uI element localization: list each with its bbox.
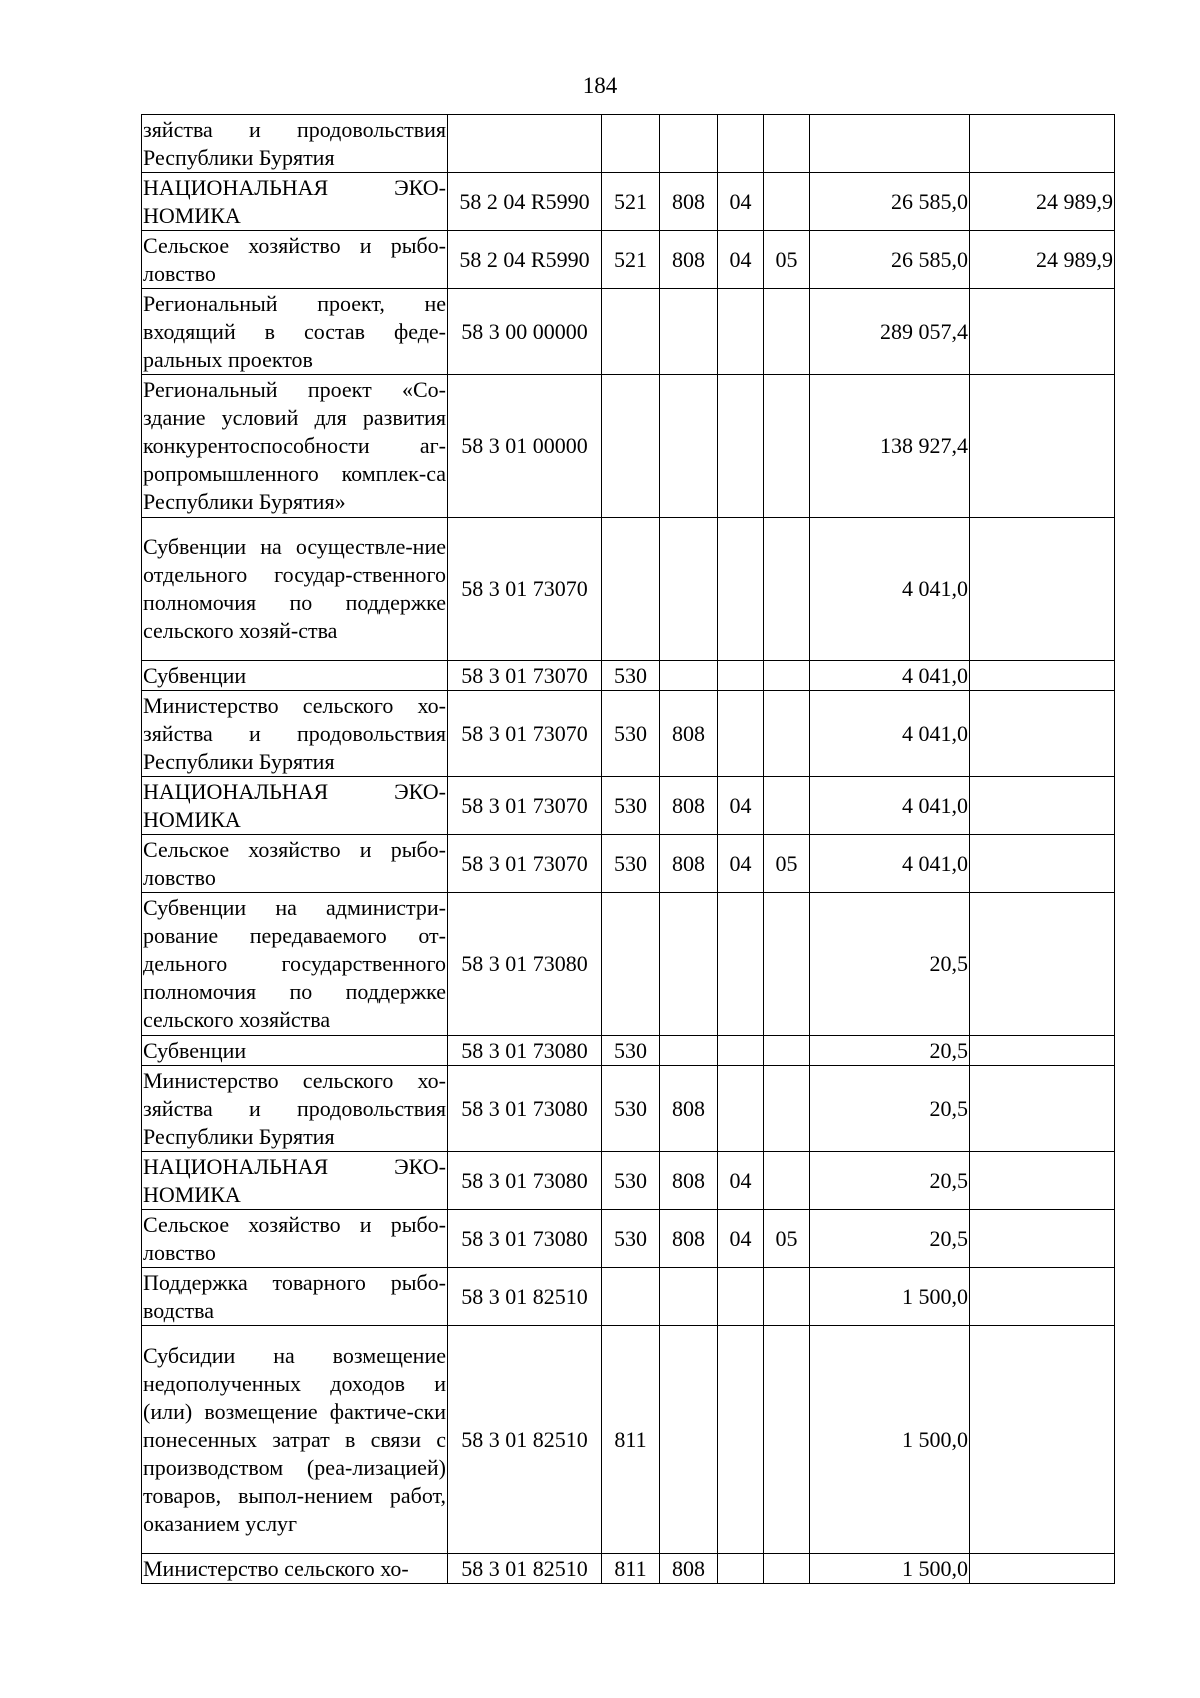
cell-sum-year-1: 289 057,4 bbox=[810, 289, 970, 375]
cell-subsection bbox=[764, 691, 810, 777]
cell-ministry-code bbox=[660, 289, 718, 375]
cell-name: зяйства и продовольствия Республики Бурятия bbox=[142, 115, 448, 173]
cell-expense-type: 530 bbox=[602, 1152, 660, 1210]
budget-table bbox=[141, 114, 1115, 1584]
page-number: 184 bbox=[582, 73, 618, 98]
cell-sum-year-1: 20,5 bbox=[810, 1066, 970, 1152]
cell-sum-year-2 bbox=[970, 1554, 1115, 1584]
cell-expense-type: 530 bbox=[602, 661, 660, 691]
cell-sum-year-2 bbox=[970, 1210, 1115, 1268]
cell-ministry-code: 808 bbox=[660, 1152, 718, 1210]
cell-ministry-code: 808 bbox=[660, 777, 718, 835]
cell-name: Министерство сельского хо-зяйства и продовольствия Республики Бурятия bbox=[142, 691, 448, 777]
cell-section bbox=[718, 691, 764, 777]
cell-target-code: 58 3 01 73070 bbox=[448, 518, 602, 661]
cell-subsection bbox=[764, 173, 810, 231]
table-row bbox=[142, 1152, 1115, 1210]
cell-target-code: 58 2 04 R5990 bbox=[448, 173, 602, 231]
cell-subsection bbox=[764, 1152, 810, 1210]
cell-sum-year-1: 26 585,0 bbox=[810, 231, 970, 289]
table-row bbox=[142, 1554, 1115, 1584]
cell-expense-type bbox=[602, 115, 660, 173]
table-row bbox=[142, 893, 1115, 1036]
cell-ministry-code: 808 bbox=[660, 1554, 718, 1584]
cell-ministry-code: 808 bbox=[660, 173, 718, 231]
cell-expense-type bbox=[602, 375, 660, 518]
cell-target-code: 58 3 01 73080 bbox=[448, 893, 602, 1036]
cell-expense-type: 521 bbox=[602, 231, 660, 289]
cell-section: 04 bbox=[718, 1210, 764, 1268]
cell-sum-year-2 bbox=[970, 289, 1115, 375]
cell-target-code: 58 3 01 73070 bbox=[448, 691, 602, 777]
cell-target-code: 58 3 01 73070 bbox=[448, 835, 602, 893]
cell-subsection bbox=[764, 1326, 810, 1554]
cell-name: Субвенции на осуществле-ние отдельного государ-ственного полномочия по поддержке сельского хозяй-ства bbox=[142, 518, 448, 661]
table-row bbox=[142, 777, 1115, 835]
cell-sum-year-1: 4 041,0 bbox=[810, 518, 970, 661]
cell-subsection bbox=[764, 1066, 810, 1152]
cell-section bbox=[718, 289, 764, 375]
table-row bbox=[142, 518, 1115, 661]
cell-name: Поддержка товарного рыбо-водства bbox=[142, 1268, 448, 1326]
cell-name: НАЦИОНАЛЬНАЯ ЭКО-НОМИКА bbox=[142, 1152, 448, 1210]
cell-sum-year-1: 1 500,0 bbox=[810, 1326, 970, 1554]
cell-sum-year-2 bbox=[970, 893, 1115, 1036]
cell-sum-year-2 bbox=[970, 518, 1115, 661]
cell-expense-type bbox=[602, 1268, 660, 1326]
cell-section bbox=[718, 1036, 764, 1066]
table-row bbox=[142, 1036, 1115, 1066]
cell-subsection bbox=[764, 115, 810, 173]
cell-expense-type: 530 bbox=[602, 1066, 660, 1152]
cell-subsection bbox=[764, 661, 810, 691]
cell-sum-year-2 bbox=[970, 1152, 1115, 1210]
cell-expense-type: 530 bbox=[602, 1036, 660, 1066]
cell-target-code: 58 3 01 73080 bbox=[448, 1210, 602, 1268]
cell-ministry-code bbox=[660, 375, 718, 518]
cell-expense-type: 521 bbox=[602, 173, 660, 231]
cell-section: 04 bbox=[718, 231, 764, 289]
cell-section bbox=[718, 518, 764, 661]
cell-sum-year-1: 4 041,0 bbox=[810, 691, 970, 777]
cell-expense-type bbox=[602, 893, 660, 1036]
cell-target-code: 58 3 01 00000 bbox=[448, 375, 602, 518]
cell-sum-year-1: 26 585,0 bbox=[810, 173, 970, 231]
cell-sum-year-1: 20,5 bbox=[810, 1210, 970, 1268]
cell-section bbox=[718, 1554, 764, 1584]
cell-sum-year-1: 1 500,0 bbox=[810, 1268, 970, 1326]
cell-target-code bbox=[448, 115, 602, 173]
cell-target-code: 58 3 01 82510 bbox=[448, 1554, 602, 1584]
cell-name: Сельское хозяйство и рыбо-ловство bbox=[142, 835, 448, 893]
cell-target-code: 58 3 01 73080 bbox=[448, 1066, 602, 1152]
cell-ministry-code bbox=[660, 1268, 718, 1326]
cell-ministry-code: 808 bbox=[660, 231, 718, 289]
cell-sum-year-1: 4 041,0 bbox=[810, 661, 970, 691]
cell-ministry-code bbox=[660, 518, 718, 661]
cell-sum-year-1: 138 927,4 bbox=[810, 375, 970, 518]
cell-name: Министерство сельского хо-зяйства и продовольствия Республики Бурятия bbox=[142, 1066, 448, 1152]
table-row bbox=[142, 115, 1115, 173]
budget-table-body bbox=[142, 115, 1115, 1584]
cell-sum-year-2 bbox=[970, 777, 1115, 835]
cell-name: Региональный проект «Со-здание условий для развития конкурентоспособности аг-ропромышленного комплек-са Республики Бурятия» bbox=[142, 375, 448, 518]
cell-section bbox=[718, 115, 764, 173]
cell-target-code: 58 3 01 73080 bbox=[448, 1036, 602, 1066]
cell-ministry-code bbox=[660, 661, 718, 691]
cell-subsection: 05 bbox=[764, 231, 810, 289]
cell-section bbox=[718, 1066, 764, 1152]
cell-sum-year-2 bbox=[970, 691, 1115, 777]
cell-subsection bbox=[764, 289, 810, 375]
cell-expense-type: 530 bbox=[602, 691, 660, 777]
cell-target-code: 58 3 01 73070 bbox=[448, 661, 602, 691]
cell-sum-year-1: 1 500,0 bbox=[810, 1554, 970, 1584]
table-row bbox=[142, 1268, 1115, 1326]
cell-ministry-code bbox=[660, 1326, 718, 1554]
cell-subsection: 05 bbox=[764, 835, 810, 893]
table-row bbox=[142, 1066, 1115, 1152]
cell-subsection bbox=[764, 893, 810, 1036]
cell-section: 04 bbox=[718, 835, 764, 893]
cell-target-code: 58 2 04 R5990 bbox=[448, 231, 602, 289]
cell-subsection bbox=[764, 777, 810, 835]
cell-section bbox=[718, 1268, 764, 1326]
cell-target-code: 58 3 01 82510 bbox=[448, 1268, 602, 1326]
cell-name: Субсидии на возмещение недополученных доходов и (или) возмещение фактиче-ски понесенных затрат в связи с производством (реа-лизацией) товаров, выпол-нением работ, оказанием услуг bbox=[142, 1326, 448, 1554]
cell-expense-type bbox=[602, 289, 660, 375]
table-row bbox=[142, 375, 1115, 518]
cell-target-code: 58 3 01 73070 bbox=[448, 777, 602, 835]
cell-sum-year-2: 24 989,9 bbox=[970, 173, 1115, 231]
cell-sum-year-2 bbox=[970, 115, 1115, 173]
cell-sum-year-1: 20,5 bbox=[810, 1152, 970, 1210]
cell-sum-year-2 bbox=[970, 375, 1115, 518]
cell-sum-year-2 bbox=[970, 661, 1115, 691]
cell-ministry-code: 808 bbox=[660, 691, 718, 777]
cell-expense-type: 530 bbox=[602, 777, 660, 835]
cell-name: Субвенции bbox=[142, 661, 448, 691]
cell-subsection bbox=[764, 518, 810, 661]
table-row bbox=[142, 289, 1115, 375]
cell-ministry-code: 808 bbox=[660, 835, 718, 893]
table-row bbox=[142, 661, 1115, 691]
table-row bbox=[142, 1326, 1115, 1554]
cell-target-code: 58 3 01 82510 bbox=[448, 1326, 602, 1554]
cell-sum-year-2 bbox=[970, 835, 1115, 893]
cell-expense-type: 530 bbox=[602, 835, 660, 893]
cell-ministry-code: 808 bbox=[660, 1210, 718, 1268]
cell-name: Региональный проект, не входящий в состав феде-ральных проектов bbox=[142, 289, 448, 375]
cell-sum-year-1: 4 041,0 bbox=[810, 777, 970, 835]
cell-expense-type bbox=[602, 518, 660, 661]
cell-name: Субвенции на администри-рование передаваемого от-дельного государственного полномочия по поддержке сельского хозяйства bbox=[142, 893, 448, 1036]
cell-sum-year-2 bbox=[970, 1268, 1115, 1326]
cell-expense-type: 811 bbox=[602, 1326, 660, 1554]
cell-section bbox=[718, 1326, 764, 1554]
cell-sum-year-2 bbox=[970, 1326, 1115, 1554]
cell-subsection bbox=[764, 1036, 810, 1066]
cell-name: Министерство сельского хо- bbox=[142, 1554, 448, 1584]
cell-name: НАЦИОНАЛЬНАЯ ЭКО-НОМИКА bbox=[142, 777, 448, 835]
cell-expense-type: 530 bbox=[602, 1210, 660, 1268]
cell-subsection bbox=[764, 1554, 810, 1584]
cell-ministry-code bbox=[660, 1036, 718, 1066]
cell-name: НАЦИОНАЛЬНАЯ ЭКО-НОМИКА bbox=[142, 173, 448, 231]
table-row bbox=[142, 231, 1115, 289]
cell-sum-year-1 bbox=[810, 115, 970, 173]
cell-sum-year-2 bbox=[970, 1066, 1115, 1152]
cell-section: 04 bbox=[718, 1152, 764, 1210]
table-row bbox=[142, 1210, 1115, 1268]
cell-target-code: 58 3 00 00000 bbox=[448, 289, 602, 375]
cell-section bbox=[718, 375, 764, 518]
cell-name: Сельское хозяйство и рыбо-ловство bbox=[142, 231, 448, 289]
cell-subsection: 05 bbox=[764, 1210, 810, 1268]
cell-expense-type: 811 bbox=[602, 1554, 660, 1584]
cell-sum-year-1: 4 041,0 bbox=[810, 835, 970, 893]
table-row bbox=[142, 173, 1115, 231]
cell-sum-year-1: 20,5 bbox=[810, 893, 970, 1036]
cell-target-code: 58 3 01 73080 bbox=[448, 1152, 602, 1210]
cell-sum-year-2: 24 989,9 bbox=[970, 231, 1115, 289]
cell-ministry-code bbox=[660, 115, 718, 173]
cell-subsection bbox=[764, 1268, 810, 1326]
cell-ministry-code: 808 bbox=[660, 1066, 718, 1152]
cell-section bbox=[718, 661, 764, 691]
cell-section bbox=[718, 893, 764, 1036]
cell-name: Сельское хозяйство и рыбо-ловство bbox=[142, 1210, 448, 1268]
cell-sum-year-1: 20,5 bbox=[810, 1036, 970, 1066]
cell-subsection bbox=[764, 375, 810, 518]
cell-section: 04 bbox=[718, 777, 764, 835]
table-row bbox=[142, 691, 1115, 777]
cell-ministry-code bbox=[660, 893, 718, 1036]
table-row bbox=[142, 835, 1115, 893]
cell-name: Субвенции bbox=[142, 1036, 448, 1066]
cell-sum-year-2 bbox=[970, 1036, 1115, 1066]
cell-section: 04 bbox=[718, 173, 764, 231]
